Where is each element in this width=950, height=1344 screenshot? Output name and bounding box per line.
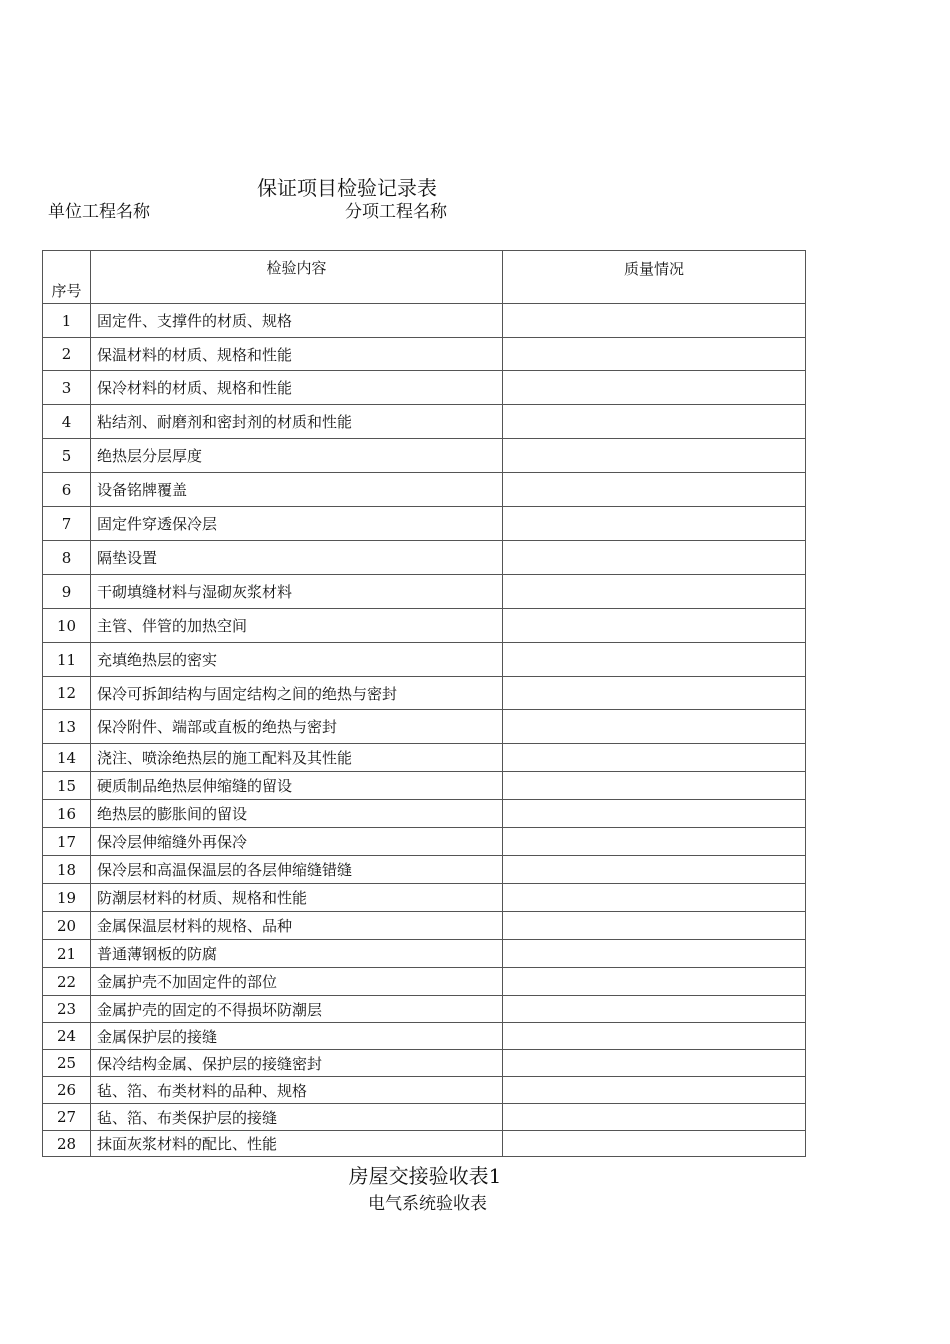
table-row bbox=[43, 912, 806, 940]
row-number: 8 bbox=[43, 541, 91, 575]
quality-cell[interactable] bbox=[503, 940, 806, 968]
table-row bbox=[43, 473, 806, 507]
inspection-item: 抹面灰浆材料的配比、性能 bbox=[91, 1131, 503, 1157]
row-number: 11 bbox=[43, 643, 91, 677]
table-row bbox=[43, 1050, 806, 1077]
row-number: 27 bbox=[43, 1104, 91, 1131]
inspection-item: 绝热层分层厚度 bbox=[91, 439, 503, 473]
quality-cell[interactable] bbox=[503, 1050, 806, 1077]
quality-cell[interactable] bbox=[503, 772, 806, 800]
inspection-item: 主管、伴管的加热空间 bbox=[91, 609, 503, 643]
quality-cell[interactable] bbox=[503, 338, 806, 371]
table-row bbox=[43, 304, 806, 338]
table-row bbox=[43, 405, 806, 439]
table-row bbox=[43, 744, 806, 772]
quality-cell[interactable] bbox=[503, 800, 806, 828]
table-row bbox=[43, 439, 806, 473]
page-title: 保证项目检验记录表 bbox=[257, 176, 437, 200]
row-number: 23 bbox=[43, 996, 91, 1023]
row-number: 25 bbox=[43, 1050, 91, 1077]
row-number: 10 bbox=[43, 609, 91, 643]
table-row bbox=[43, 800, 806, 828]
inspection-item: 固定件穿透保冷层 bbox=[91, 507, 503, 541]
quality-cell[interactable] bbox=[503, 371, 806, 405]
table-header-row bbox=[43, 251, 806, 304]
table-row bbox=[43, 940, 806, 968]
table-row bbox=[43, 772, 806, 800]
footer-subtitle: 电气系统验收表 bbox=[368, 1194, 487, 1214]
quality-cell[interactable] bbox=[503, 541, 806, 575]
row-number: 7 bbox=[43, 507, 91, 541]
content-header: 检验内容 bbox=[91, 251, 503, 304]
row-number: 26 bbox=[43, 1077, 91, 1104]
inspection-item: 金属护壳不加固定件的部位 bbox=[91, 968, 503, 996]
inspection-table bbox=[42, 250, 806, 1157]
row-number: 3 bbox=[43, 371, 91, 405]
row-number: 1 bbox=[43, 304, 91, 338]
table-row bbox=[43, 1104, 806, 1131]
quality-cell[interactable] bbox=[503, 575, 806, 609]
inspection-item: 粘结剂、耐磨剂和密封剂的材质和性能 bbox=[91, 405, 503, 439]
inspection-item: 金属保温层材料的规格、品种 bbox=[91, 912, 503, 940]
inspection-item: 保冷结构金属、保护层的接缝密封 bbox=[91, 1050, 503, 1077]
table-row bbox=[43, 643, 806, 677]
inspection-item: 保冷层和高温保温层的各层伸缩缝错缝 bbox=[91, 856, 503, 884]
inspection-item: 绝热层的膨胀间的留设 bbox=[91, 800, 503, 828]
inspection-item: 普通薄钢板的防腐 bbox=[91, 940, 503, 968]
table-row bbox=[43, 884, 806, 912]
quality-cell[interactable] bbox=[503, 439, 806, 473]
inspection-item: 毡、箔、布类材料的品种、规格 bbox=[91, 1077, 503, 1104]
inspection-item: 硬质制品绝热层伸缩缝的留设 bbox=[91, 772, 503, 800]
inspection-item: 毡、箔、布类保护层的接缝 bbox=[91, 1104, 503, 1131]
inspection-item: 保冷材料的材质、规格和性能 bbox=[91, 371, 503, 405]
quality-cell[interactable] bbox=[503, 304, 806, 338]
quality-cell[interactable] bbox=[503, 828, 806, 856]
row-number: 24 bbox=[43, 1023, 91, 1050]
inspection-item: 干砌填缝材料与湿砌灰浆材料 bbox=[91, 575, 503, 609]
row-number: 12 bbox=[43, 677, 91, 710]
inspection-item: 金属护壳的固定的不得损坏防潮层 bbox=[91, 996, 503, 1023]
table-row bbox=[43, 828, 806, 856]
row-number: 20 bbox=[43, 912, 91, 940]
quality-cell[interactable] bbox=[503, 744, 806, 772]
row-number: 17 bbox=[43, 828, 91, 856]
table-row bbox=[43, 1023, 806, 1050]
quality-cell[interactable] bbox=[503, 643, 806, 677]
row-number: 14 bbox=[43, 744, 91, 772]
table-row bbox=[43, 338, 806, 371]
table-row bbox=[43, 507, 806, 541]
quality-cell[interactable] bbox=[503, 996, 806, 1023]
quality-cell[interactable] bbox=[503, 1023, 806, 1050]
row-number: 15 bbox=[43, 772, 91, 800]
sub-project-name-label: 分项工程名称 bbox=[345, 202, 447, 222]
inspection-item: 保冷层伸缩缝外再保冷 bbox=[91, 828, 503, 856]
row-number: 28 bbox=[43, 1131, 91, 1157]
quality-cell[interactable] bbox=[503, 1104, 806, 1131]
inspection-item: 充填绝热层的密实 bbox=[91, 643, 503, 677]
row-number: 4 bbox=[43, 405, 91, 439]
quality-cell[interactable] bbox=[503, 710, 806, 744]
quality-cell[interactable] bbox=[503, 609, 806, 643]
table-row bbox=[43, 1131, 806, 1157]
table-row bbox=[43, 371, 806, 405]
quality-cell[interactable] bbox=[503, 884, 806, 912]
table-row bbox=[43, 968, 806, 996]
inspection-item: 隔垫设置 bbox=[91, 541, 503, 575]
quality-header: 质量情况 bbox=[503, 251, 806, 304]
row-number: 18 bbox=[43, 856, 91, 884]
table-row bbox=[43, 1077, 806, 1104]
inspection-item: 金属保护层的接缝 bbox=[91, 1023, 503, 1050]
row-number: 2 bbox=[43, 338, 91, 371]
quality-cell[interactable] bbox=[503, 968, 806, 996]
inspection-item: 设备铭牌覆盖 bbox=[91, 473, 503, 507]
quality-cell[interactable] bbox=[503, 912, 806, 940]
row-number: 5 bbox=[43, 439, 91, 473]
row-number: 22 bbox=[43, 968, 91, 996]
row-number: 13 bbox=[43, 710, 91, 744]
quality-cell[interactable] bbox=[503, 507, 806, 541]
row-number: 6 bbox=[43, 473, 91, 507]
table-row bbox=[43, 710, 806, 744]
seq-header: 序号 bbox=[43, 251, 91, 304]
table-row bbox=[43, 609, 806, 643]
row-number: 21 bbox=[43, 940, 91, 968]
row-number: 19 bbox=[43, 884, 91, 912]
unit-project-name-label: 单位工程名称 bbox=[48, 202, 150, 222]
quality-cell[interactable] bbox=[503, 405, 806, 439]
inspection-item: 保温材料的材质、规格和性能 bbox=[91, 338, 503, 371]
inspection-item: 固定件、支撑件的材质、规格 bbox=[91, 304, 503, 338]
inspection-item: 浇注、喷涂绝热层的施工配料及其性能 bbox=[91, 744, 503, 772]
table-row bbox=[43, 996, 806, 1023]
quality-cell[interactable] bbox=[503, 1131, 806, 1157]
row-number: 9 bbox=[43, 575, 91, 609]
footer-title: 房屋交接验收表1 bbox=[348, 1164, 502, 1188]
row-number: 16 bbox=[43, 800, 91, 828]
quality-cell[interactable] bbox=[503, 856, 806, 884]
table-row bbox=[43, 575, 806, 609]
inspection-item: 保冷可拆卸结构与固定结构之间的绝热与密封 bbox=[91, 677, 503, 710]
quality-cell[interactable] bbox=[503, 677, 806, 710]
table-row bbox=[43, 541, 806, 575]
inspection-item: 保冷附件、端部或直板的绝热与密封 bbox=[91, 710, 503, 744]
table-row bbox=[43, 856, 806, 884]
inspection-item: 防潮层材料的材质、规格和性能 bbox=[91, 884, 503, 912]
quality-cell[interactable] bbox=[503, 473, 806, 507]
quality-cell[interactable] bbox=[503, 1077, 806, 1104]
table-row bbox=[43, 677, 806, 710]
